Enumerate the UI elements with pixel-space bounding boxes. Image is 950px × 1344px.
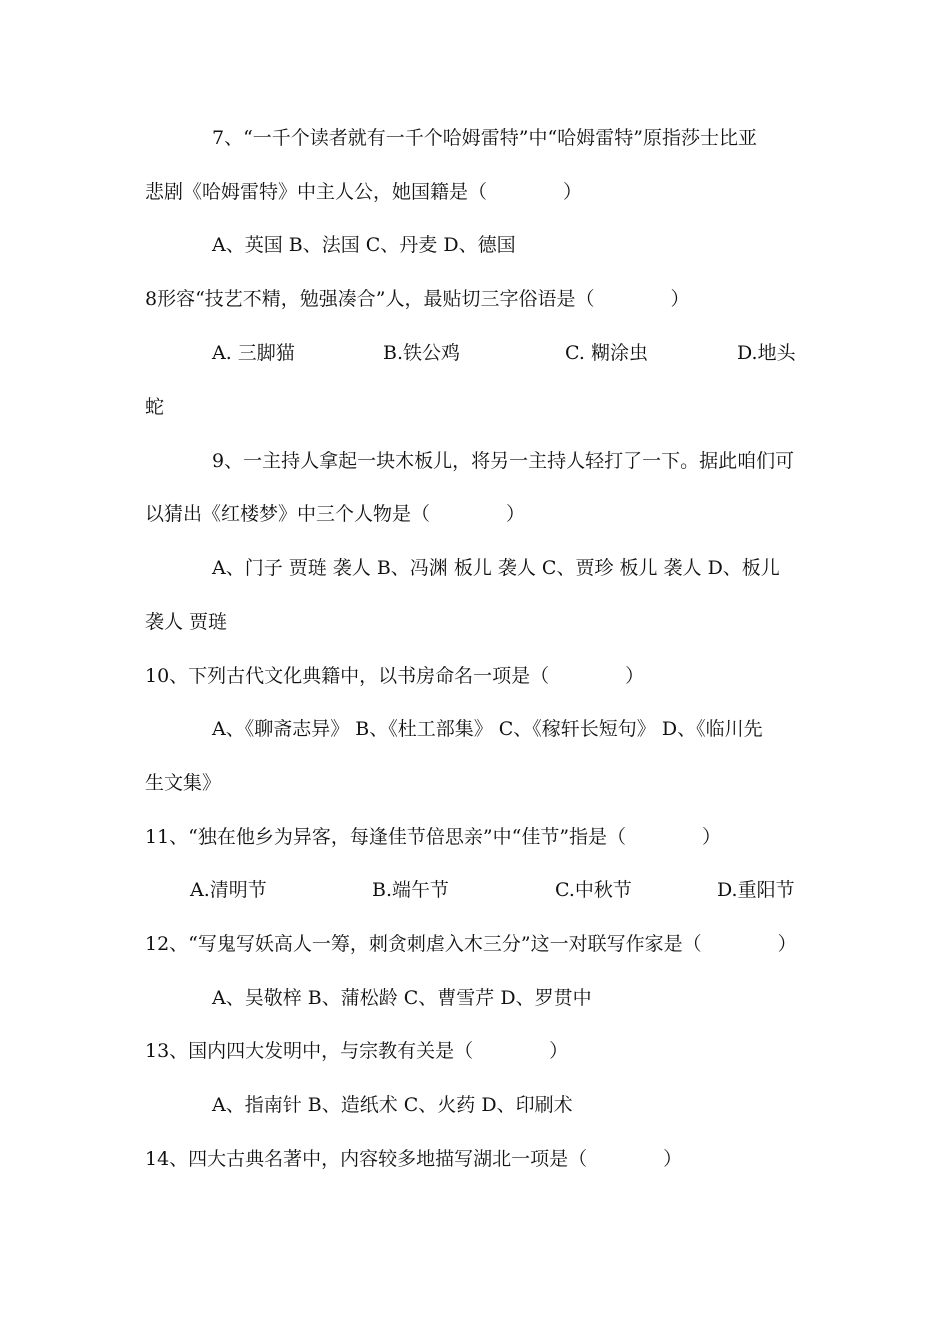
question-9-line-2: 以猜出《红楼梦》中三个人物是（ ） [145, 503, 526, 525]
question-7-line-1: 7、“一千个读者就有一千个哈姆雷特”中“哈姆雷特”原指莎士比亚 [212, 127, 757, 149]
question-12-options: A、吴敬梓 B、蒲松龄 C、曹雪芹 D、罗贯中 [212, 987, 592, 1009]
question-7-line-2: 悲剧《哈姆雷特》中主人公，她国籍是（ ） [145, 181, 583, 203]
question-10-options-line-1: A、《聊斋志异》 B、《杜工部集》 C、《稼轩长短句》 D、《临川先 [212, 718, 763, 740]
question-9-options-line-1: A、门子 贾琏 袭人 B、冯渊 板儿 袭人 C、贾珍 板儿 袭人 D、板儿 [212, 557, 780, 579]
question-11-option-d: D.重阳节 [717, 879, 795, 901]
question-9-options-line-2: 袭人 贾琏 [145, 611, 228, 633]
question-11-option-c: C.中秋节 [555, 879, 632, 901]
question-7-options: A、英国 B、法国 C、丹麦 D、德国 [212, 234, 516, 256]
question-13-options: A、指南针 B、造纸术 C、火药 D、印刷术 [212, 1094, 573, 1116]
question-10-options-line-2: 生文集》 [145, 772, 222, 794]
question-8-option-d-continued: 蛇 [145, 396, 165, 418]
question-11-stem: 11、“独在他乡为异客，每逢佳节倍思亲”中“佳节”指是（ ） [145, 826, 722, 848]
question-8-stem: 8形容“技艺不精，勉强凑合”人，最贴切三字俗语是（ ） [145, 288, 690, 310]
question-10-stem: 10、下列古代文化典籍中，以书房命名一项是（ ） [145, 665, 645, 687]
question-11-option-a: A.清明节 [190, 879, 267, 901]
question-13-stem: 13、国内四大发明中，与宗教有关是（ ） [145, 1040, 569, 1062]
question-12-stem: 12、“写鬼写妖高人一筹，刺贪刺虐入木三分”这一对联写作家是（ ） [145, 933, 797, 955]
question-14-stem: 14、四大古典名著中，内容较多地描写湖北一项是（ ） [145, 1148, 683, 1170]
question-11-option-b: B.端午节 [372, 879, 450, 901]
question-8-option-d: D.地头 [737, 342, 796, 364]
question-8-option-a: A. 三脚猫 [212, 342, 295, 364]
question-8-option-b: B.铁公鸡 [383, 342, 461, 364]
question-8-option-c: C. 糊涂虫 [565, 342, 648, 364]
question-9-line-1: 9、一主持人拿起一块木板儿，将另一主持人轻打了一下。据此咱们可 [212, 450, 795, 472]
